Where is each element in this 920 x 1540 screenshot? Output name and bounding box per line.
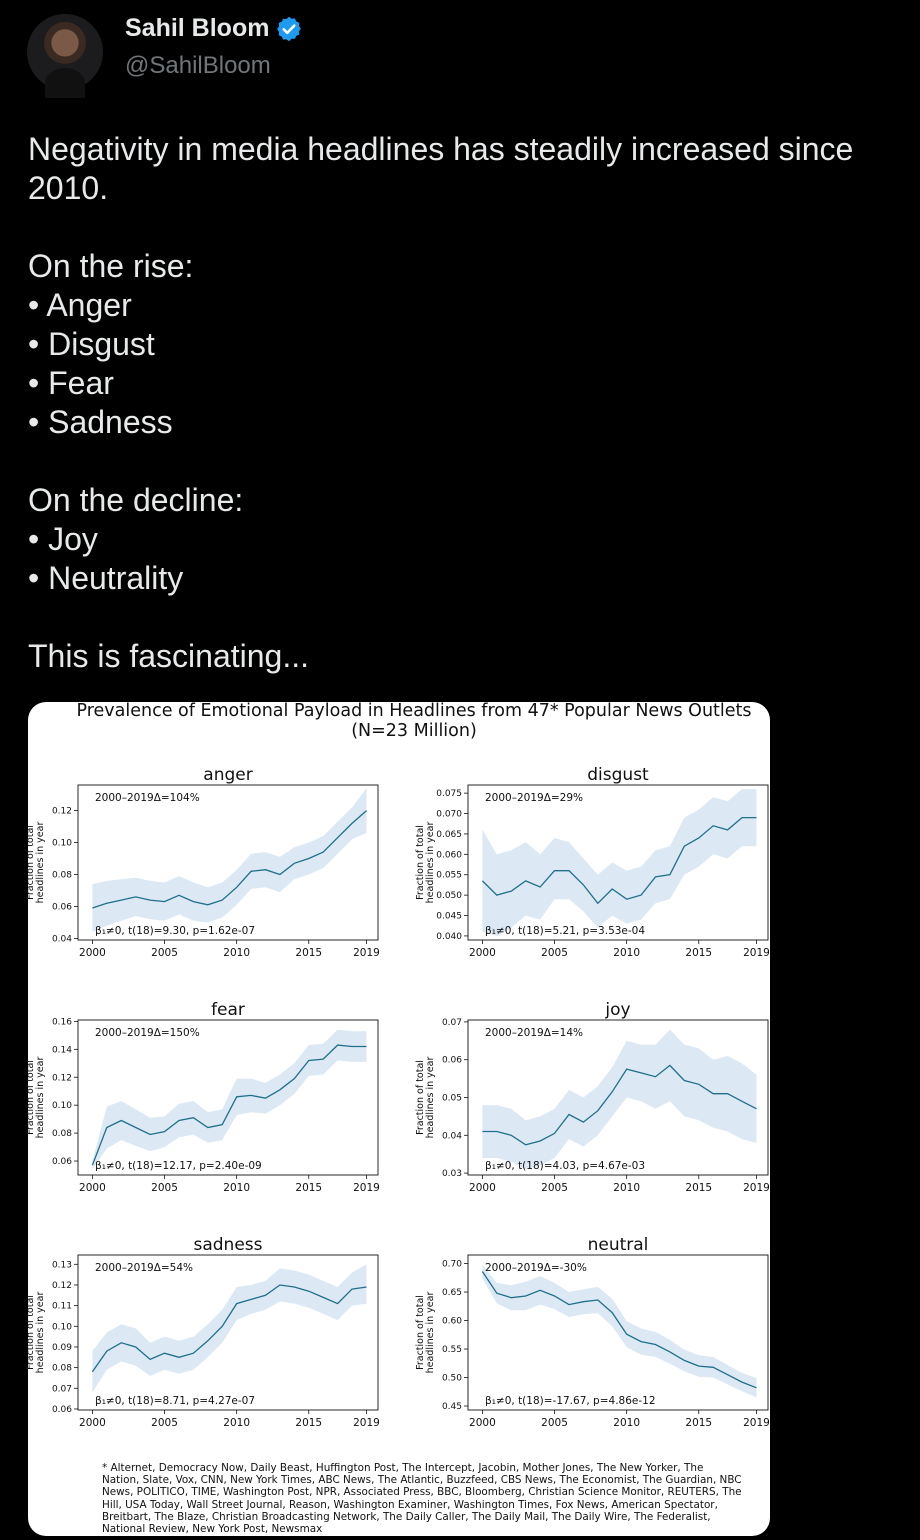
x-tick-label: 2019 bbox=[353, 1417, 380, 1429]
regression-stats: β₁≠0, t(18)=9.30, p=1.62e-07 bbox=[95, 925, 256, 937]
y-tick-label: 0.04 bbox=[51, 934, 72, 945]
x-tick-label: 2010 bbox=[223, 947, 251, 959]
x-tick-label: 2010 bbox=[613, 947, 641, 959]
y-tick-label: 0.13 bbox=[51, 1260, 72, 1271]
x-tick-label: 2000 bbox=[79, 947, 106, 959]
x-tick-label: 2015 bbox=[295, 1182, 323, 1194]
y-tick-label: 0.04 bbox=[441, 1131, 462, 1142]
avatar[interactable] bbox=[27, 14, 103, 90]
figure-footnote: * Alternet, Democracy Now, Daily Beast, Huffington Post, The Intercept, Jacobin, Mother Jones, The New Yorker, The Nation, Slate, Vox, CNN, New York Times, ABC News, The Atlantic, Buzzfeed, CBS News, The Economist, The Guardian, NBC News, POLITICO, TIME, Washington Post, NPR, Associated Press, BBC, Bloomberg, Christian Science Monitor, REUTERS, The Hill, USA Today, Wall Street Journal, Reason, Washington Examiner, Washington Times, Fox News, American Spectator, Breitbart, The Blaze, Christian Broadcasting Network, The Daily Caller, The Daily Mail, The Daily Wire, The Federalist, National Review, New York Post, Newsmax bbox=[102, 1462, 742, 1536]
x-tick-label: 2000 bbox=[469, 1182, 496, 1194]
x-tick-label: 2005 bbox=[541, 1182, 568, 1194]
delta-annotation: 2000–2019Δ=104% bbox=[95, 792, 200, 804]
y-axis-label: headlines in year bbox=[35, 821, 46, 904]
delta-annotation: 2000–2019Δ=150% bbox=[95, 1027, 200, 1039]
y-tick-label: 0.07 bbox=[51, 1384, 72, 1395]
y-axis-label: headlines in year bbox=[425, 1056, 436, 1139]
figure-subtitle: (N=23 Million) bbox=[351, 721, 477, 741]
x-tick-label: 2005 bbox=[541, 1417, 568, 1429]
y-axis-label: headlines in year bbox=[35, 1291, 46, 1374]
regression-stats: β₁≠0, t(18)=4.03, p=4.67e-03 bbox=[485, 1160, 646, 1172]
confidence-band bbox=[92, 1030, 366, 1170]
y-tick-label: 0.14 bbox=[51, 1045, 72, 1056]
panel-title: joy bbox=[605, 1000, 631, 1020]
y-tick-label: 0.50 bbox=[441, 1373, 462, 1384]
y-axis-label: Fraction of total bbox=[25, 1295, 36, 1370]
verified-badge-icon bbox=[275, 15, 303, 43]
y-tick-label: 0.12 bbox=[51, 806, 72, 817]
y-tick-label: 0.040 bbox=[436, 931, 462, 942]
y-tick-label: 0.045 bbox=[436, 911, 462, 922]
confidence-band bbox=[482, 1030, 756, 1170]
y-tick-label: 0.05 bbox=[441, 1093, 462, 1104]
x-tick-label: 2000 bbox=[79, 1417, 106, 1429]
y-tick-label: 0.070 bbox=[436, 809, 462, 820]
panel-title: anger bbox=[203, 765, 253, 785]
y-tick-label: 0.07 bbox=[441, 1017, 462, 1028]
tweet-paragraph: On the decline: • Joy • Neutrality bbox=[28, 482, 244, 596]
x-tick-label: 2010 bbox=[223, 1417, 251, 1429]
x-tick-label: 2000 bbox=[469, 1417, 496, 1429]
confidence-band bbox=[92, 1264, 366, 1392]
y-axis-label: headlines in year bbox=[425, 1291, 436, 1374]
y-axis-label: Fraction of total bbox=[415, 825, 426, 900]
regression-stats: β₁≠0, t(18)=12.17, p=2.40e-09 bbox=[95, 1160, 262, 1172]
x-tick-label: 2005 bbox=[151, 947, 178, 959]
x-tick-label: 2010 bbox=[223, 1182, 251, 1194]
delta-annotation: 2000–2019Δ=-30% bbox=[485, 1262, 587, 1274]
y-tick-label: 0.06 bbox=[441, 1055, 462, 1066]
panel-title: disgust bbox=[587, 765, 649, 785]
x-tick-label: 2015 bbox=[295, 1417, 323, 1429]
panel-title: fear bbox=[211, 1000, 245, 1020]
x-tick-label: 2015 bbox=[685, 1417, 713, 1429]
y-tick-label: 0.08 bbox=[51, 1363, 72, 1374]
y-axis-label: headlines in year bbox=[425, 821, 436, 904]
regression-stats: β₁≠0, t(18)=-17.67, p=4.86e-12 bbox=[485, 1395, 656, 1407]
y-tick-label: 0.03 bbox=[441, 1169, 462, 1180]
y-tick-label: 0.45 bbox=[441, 1402, 462, 1413]
y-tick-label: 0.11 bbox=[51, 1301, 72, 1312]
x-tick-label: 2015 bbox=[685, 1182, 713, 1194]
y-axis-label: Fraction of total bbox=[415, 1060, 426, 1135]
y-tick-label: 0.08 bbox=[51, 1129, 72, 1140]
y-tick-label: 0.08 bbox=[51, 870, 72, 881]
x-tick-label: 2005 bbox=[541, 947, 568, 959]
y-tick-label: 0.12 bbox=[51, 1280, 72, 1291]
regression-stats: β₁≠0, t(18)=8.71, p=4.27e-07 bbox=[95, 1395, 256, 1407]
x-tick-label: 2019 bbox=[743, 947, 770, 959]
y-tick-label: 0.12 bbox=[51, 1073, 72, 1084]
y-tick-label: 0.55 bbox=[441, 1345, 462, 1356]
y-tick-label: 0.060 bbox=[436, 850, 462, 861]
tweet-text bbox=[28, 130, 908, 676]
x-tick-label: 2000 bbox=[79, 1182, 106, 1194]
tweet-paragraph: Negativity in media headlines has steadily increased since 2010. bbox=[28, 131, 854, 206]
y-tick-label: 0.09 bbox=[51, 1342, 72, 1353]
y-tick-label: 0.050 bbox=[436, 891, 462, 902]
y-tick-label: 0.10 bbox=[51, 1322, 72, 1333]
x-tick-label: 2019 bbox=[353, 947, 380, 959]
y-tick-label: 0.10 bbox=[51, 838, 72, 849]
y-axis-label: headlines in year bbox=[35, 1056, 46, 1139]
author-name[interactable]: Sahil Bloom bbox=[125, 14, 270, 42]
y-tick-label: 0.65 bbox=[441, 1288, 462, 1299]
x-tick-label: 2005 bbox=[151, 1182, 178, 1194]
x-tick-label: 2015 bbox=[295, 947, 323, 959]
y-axis-label: Fraction of total bbox=[415, 1295, 426, 1370]
delta-annotation: 2000–2019Δ=14% bbox=[485, 1027, 584, 1039]
x-tick-label: 2000 bbox=[469, 947, 496, 959]
x-tick-label: 2019 bbox=[743, 1182, 770, 1194]
y-tick-label: 0.06 bbox=[51, 1404, 72, 1415]
delta-annotation: 2000–2019Δ=54% bbox=[95, 1262, 194, 1274]
x-tick-label: 2015 bbox=[685, 947, 713, 959]
confidence-band bbox=[482, 789, 756, 936]
y-tick-label: 0.075 bbox=[436, 789, 462, 800]
x-tick-label: 2019 bbox=[743, 1417, 770, 1429]
y-tick-label: 0.16 bbox=[51, 1017, 72, 1028]
tweet-media-image[interactable] bbox=[25, 701, 770, 1536]
y-axis-label: Fraction of total bbox=[25, 825, 36, 900]
panel-title: neutral bbox=[587, 1235, 649, 1255]
confidence-band bbox=[482, 1265, 756, 1398]
panel-title: sadness bbox=[193, 1235, 263, 1255]
x-tick-label: 2010 bbox=[613, 1182, 641, 1194]
delta-annotation: 2000–2019Δ=29% bbox=[485, 792, 584, 804]
x-tick-label: 2010 bbox=[613, 1417, 641, 1429]
y-tick-label: 0.10 bbox=[51, 1101, 72, 1112]
y-tick-label: 0.065 bbox=[436, 829, 462, 840]
y-tick-label: 0.06 bbox=[51, 1157, 72, 1168]
y-tick-label: 0.06 bbox=[51, 902, 72, 913]
y-tick-label: 0.60 bbox=[441, 1316, 462, 1327]
emotion-charts-figure bbox=[25, 701, 770, 1536]
y-axis-label: Fraction of total bbox=[25, 1060, 36, 1135]
y-tick-label: 0.055 bbox=[436, 870, 462, 881]
x-tick-label: 2005 bbox=[151, 1417, 178, 1429]
tweet-paragraph: This is fascinating... bbox=[28, 638, 309, 674]
regression-stats: β₁≠0, t(18)=5.21, p=3.53e-04 bbox=[485, 925, 646, 937]
figure-title: Prevalence of Emotional Payload in Headlines from 47* Popular News Outlets bbox=[76, 701, 752, 721]
confidence-band bbox=[92, 788, 366, 932]
author-handle[interactable]: @SahilBloom bbox=[125, 52, 271, 79]
tweet-paragraph: On the rise: • Anger • Disgust • Fear • Sadness bbox=[28, 248, 194, 440]
y-tick-label: 0.70 bbox=[441, 1259, 462, 1270]
x-tick-label: 2019 bbox=[353, 1182, 380, 1194]
author-row bbox=[125, 14, 303, 43]
